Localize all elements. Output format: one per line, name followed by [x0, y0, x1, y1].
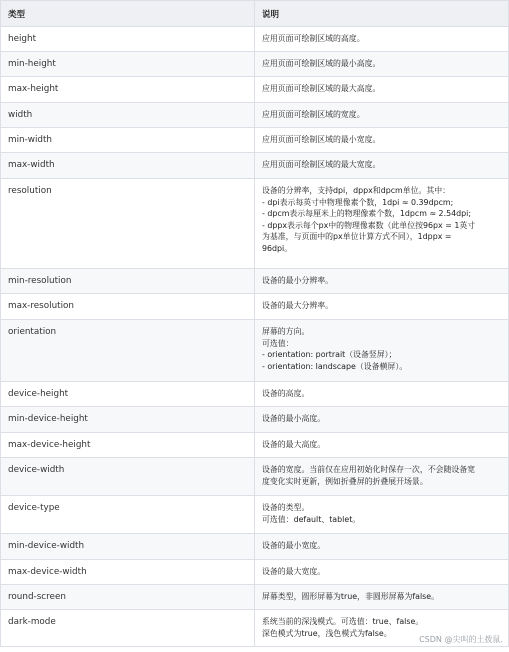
- feature-type-cell: device-type: [1, 496, 255, 534]
- table-row: [1, 27, 509, 52]
- description-line: 屏幕类型，圆形屏幕为true，非圆形屏幕为false。: [262, 592, 439, 601]
- feature-type-cell: resolution: [1, 179, 255, 269]
- description-line: 应用页面可绘制区域的最大高度。: [262, 84, 381, 93]
- feature-type-cell: min-resolution: [1, 269, 255, 294]
- feature-description-cell: [255, 496, 509, 534]
- description-line: 系统当前的深浅模式。可选值：true、false。: [262, 617, 424, 626]
- description-line: 可选值：default、tablet。: [262, 514, 361, 524]
- table-row: [1, 585, 509, 610]
- header-type: 类型: [1, 1, 255, 27]
- feature-description-cell: [255, 52, 509, 77]
- description-line: 设备的最大分辨率。: [262, 301, 334, 310]
- table-row: [1, 433, 509, 458]
- feature-description-cell: [255, 585, 509, 610]
- feature-description-cell: [255, 458, 509, 496]
- feature-type-cell: min-height: [1, 52, 255, 77]
- table-row: [1, 269, 509, 294]
- feature-type-cell: orientation: [1, 320, 255, 382]
- feature-type-cell: round-screen: [1, 585, 255, 610]
- description-line: - dpcm表示每厘米上的物理像素个数，1dpcm ≈ 2.54dpi;: [262, 209, 471, 218]
- feature-type-cell: height: [1, 27, 255, 52]
- description-line: 屏幕的方向。: [262, 327, 310, 336]
- description-line: 设备的类型。: [262, 503, 310, 512]
- table-row: [1, 534, 509, 560]
- feature-description-cell: [255, 382, 509, 407]
- description-line: - dpi表示每英寸中物理像素个数，1dpi ≈ 0.39dpcm;: [262, 197, 454, 207]
- feature-description-cell: [255, 128, 509, 153]
- table-row: [1, 128, 509, 153]
- feature-type-cell: min-device-width: [1, 534, 255, 560]
- description-line: - orientation: landscape（设备横屏）。: [262, 361, 408, 371]
- feature-description-cell: [255, 179, 509, 269]
- feature-description-cell: [255, 77, 509, 103]
- feature-description-cell: [255, 407, 509, 433]
- feature-type-cell: width: [1, 103, 255, 128]
- description-line: 可选值：: [262, 338, 294, 348]
- table-row: [1, 458, 509, 496]
- feature-type-cell: max-device-width: [1, 560, 255, 585]
- table-row: [1, 52, 509, 77]
- feature-description-cell: [255, 153, 509, 179]
- table-row: [1, 77, 509, 103]
- table-row: [1, 496, 509, 534]
- feature-description-cell: [255, 27, 509, 52]
- feature-description-cell: [255, 269, 509, 294]
- feature-type-cell: device-height: [1, 382, 255, 407]
- table-row: [1, 294, 509, 320]
- description-line: 设备的最小宽度。: [262, 541, 326, 550]
- description-line: - orientation: portrait（设备竖屏）；: [262, 350, 397, 359]
- description-line: 设备的最大高度。: [262, 440, 326, 449]
- feature-description-cell: [255, 433, 509, 458]
- description-line: 为基准，与页面中的px单位计算方式不同），1dppx =: [262, 232, 452, 241]
- feature-description-cell: [255, 560, 509, 585]
- table-row: [1, 560, 509, 585]
- table-row: [1, 153, 509, 179]
- feature-type-cell: max-width: [1, 153, 255, 179]
- description-line: 度变化实时更新，例如折叠屏的折叠展开场景。: [262, 476, 428, 486]
- description-line: 应用页面可绘制区域的高度。: [262, 34, 365, 43]
- description-line: 设备的最小分辨率。: [262, 276, 334, 285]
- table-row: [1, 382, 509, 407]
- feature-type-cell: device-width: [1, 458, 255, 496]
- feature-type-cell: max-device-height: [1, 433, 255, 458]
- description-line: 应用页面可绘制区域的宽度。: [262, 110, 365, 119]
- feature-description-cell: [255, 103, 509, 128]
- feature-description-cell: [255, 320, 509, 382]
- table-row: [1, 320, 509, 382]
- table-header-row: [1, 1, 509, 27]
- description-line: 深色模式为true，浅色模式为false。: [262, 628, 392, 638]
- table-row: [1, 179, 509, 269]
- table-row: [1, 103, 509, 128]
- feature-type-cell: max-resolution: [1, 294, 255, 320]
- feature-type-cell: dark-mode: [1, 610, 255, 647]
- header-description: 说明: [255, 1, 509, 27]
- description-line: 96dpi。: [262, 243, 293, 253]
- csdn-watermark: CSDN @尖叫的土拨鼠.: [419, 635, 503, 644]
- feature-description-cell: [255, 294, 509, 320]
- description-line: 设备的分辨率，支持dpi，dppx和dpcm单位。其中：: [262, 186, 451, 195]
- feature-type-cell: min-device-height: [1, 407, 255, 433]
- feature-description-cell: [255, 534, 509, 560]
- description-line: 设备的最小高度。: [262, 414, 326, 423]
- table-row: [1, 407, 509, 433]
- description-line: - dppx表示每个px中的物理像素数（此单位按96px = 1英寸: [262, 220, 476, 230]
- feature-type-cell: min-width: [1, 128, 255, 153]
- description-line: 应用页面可绘制区域的最小宽度。: [262, 135, 381, 144]
- description-line: 设备的高度。: [262, 389, 310, 398]
- description-line: 应用页面可绘制区域的最小高度。: [262, 59, 381, 68]
- feature-type-cell: max-height: [1, 77, 255, 103]
- description-line: 应用页面可绘制区域的最大宽度。: [262, 160, 381, 169]
- description-line: 设备的宽度。当前仅在应用初始化时保存一次，不会随设备宽: [262, 465, 476, 474]
- description-line: 设备的最大宽度。: [262, 567, 326, 576]
